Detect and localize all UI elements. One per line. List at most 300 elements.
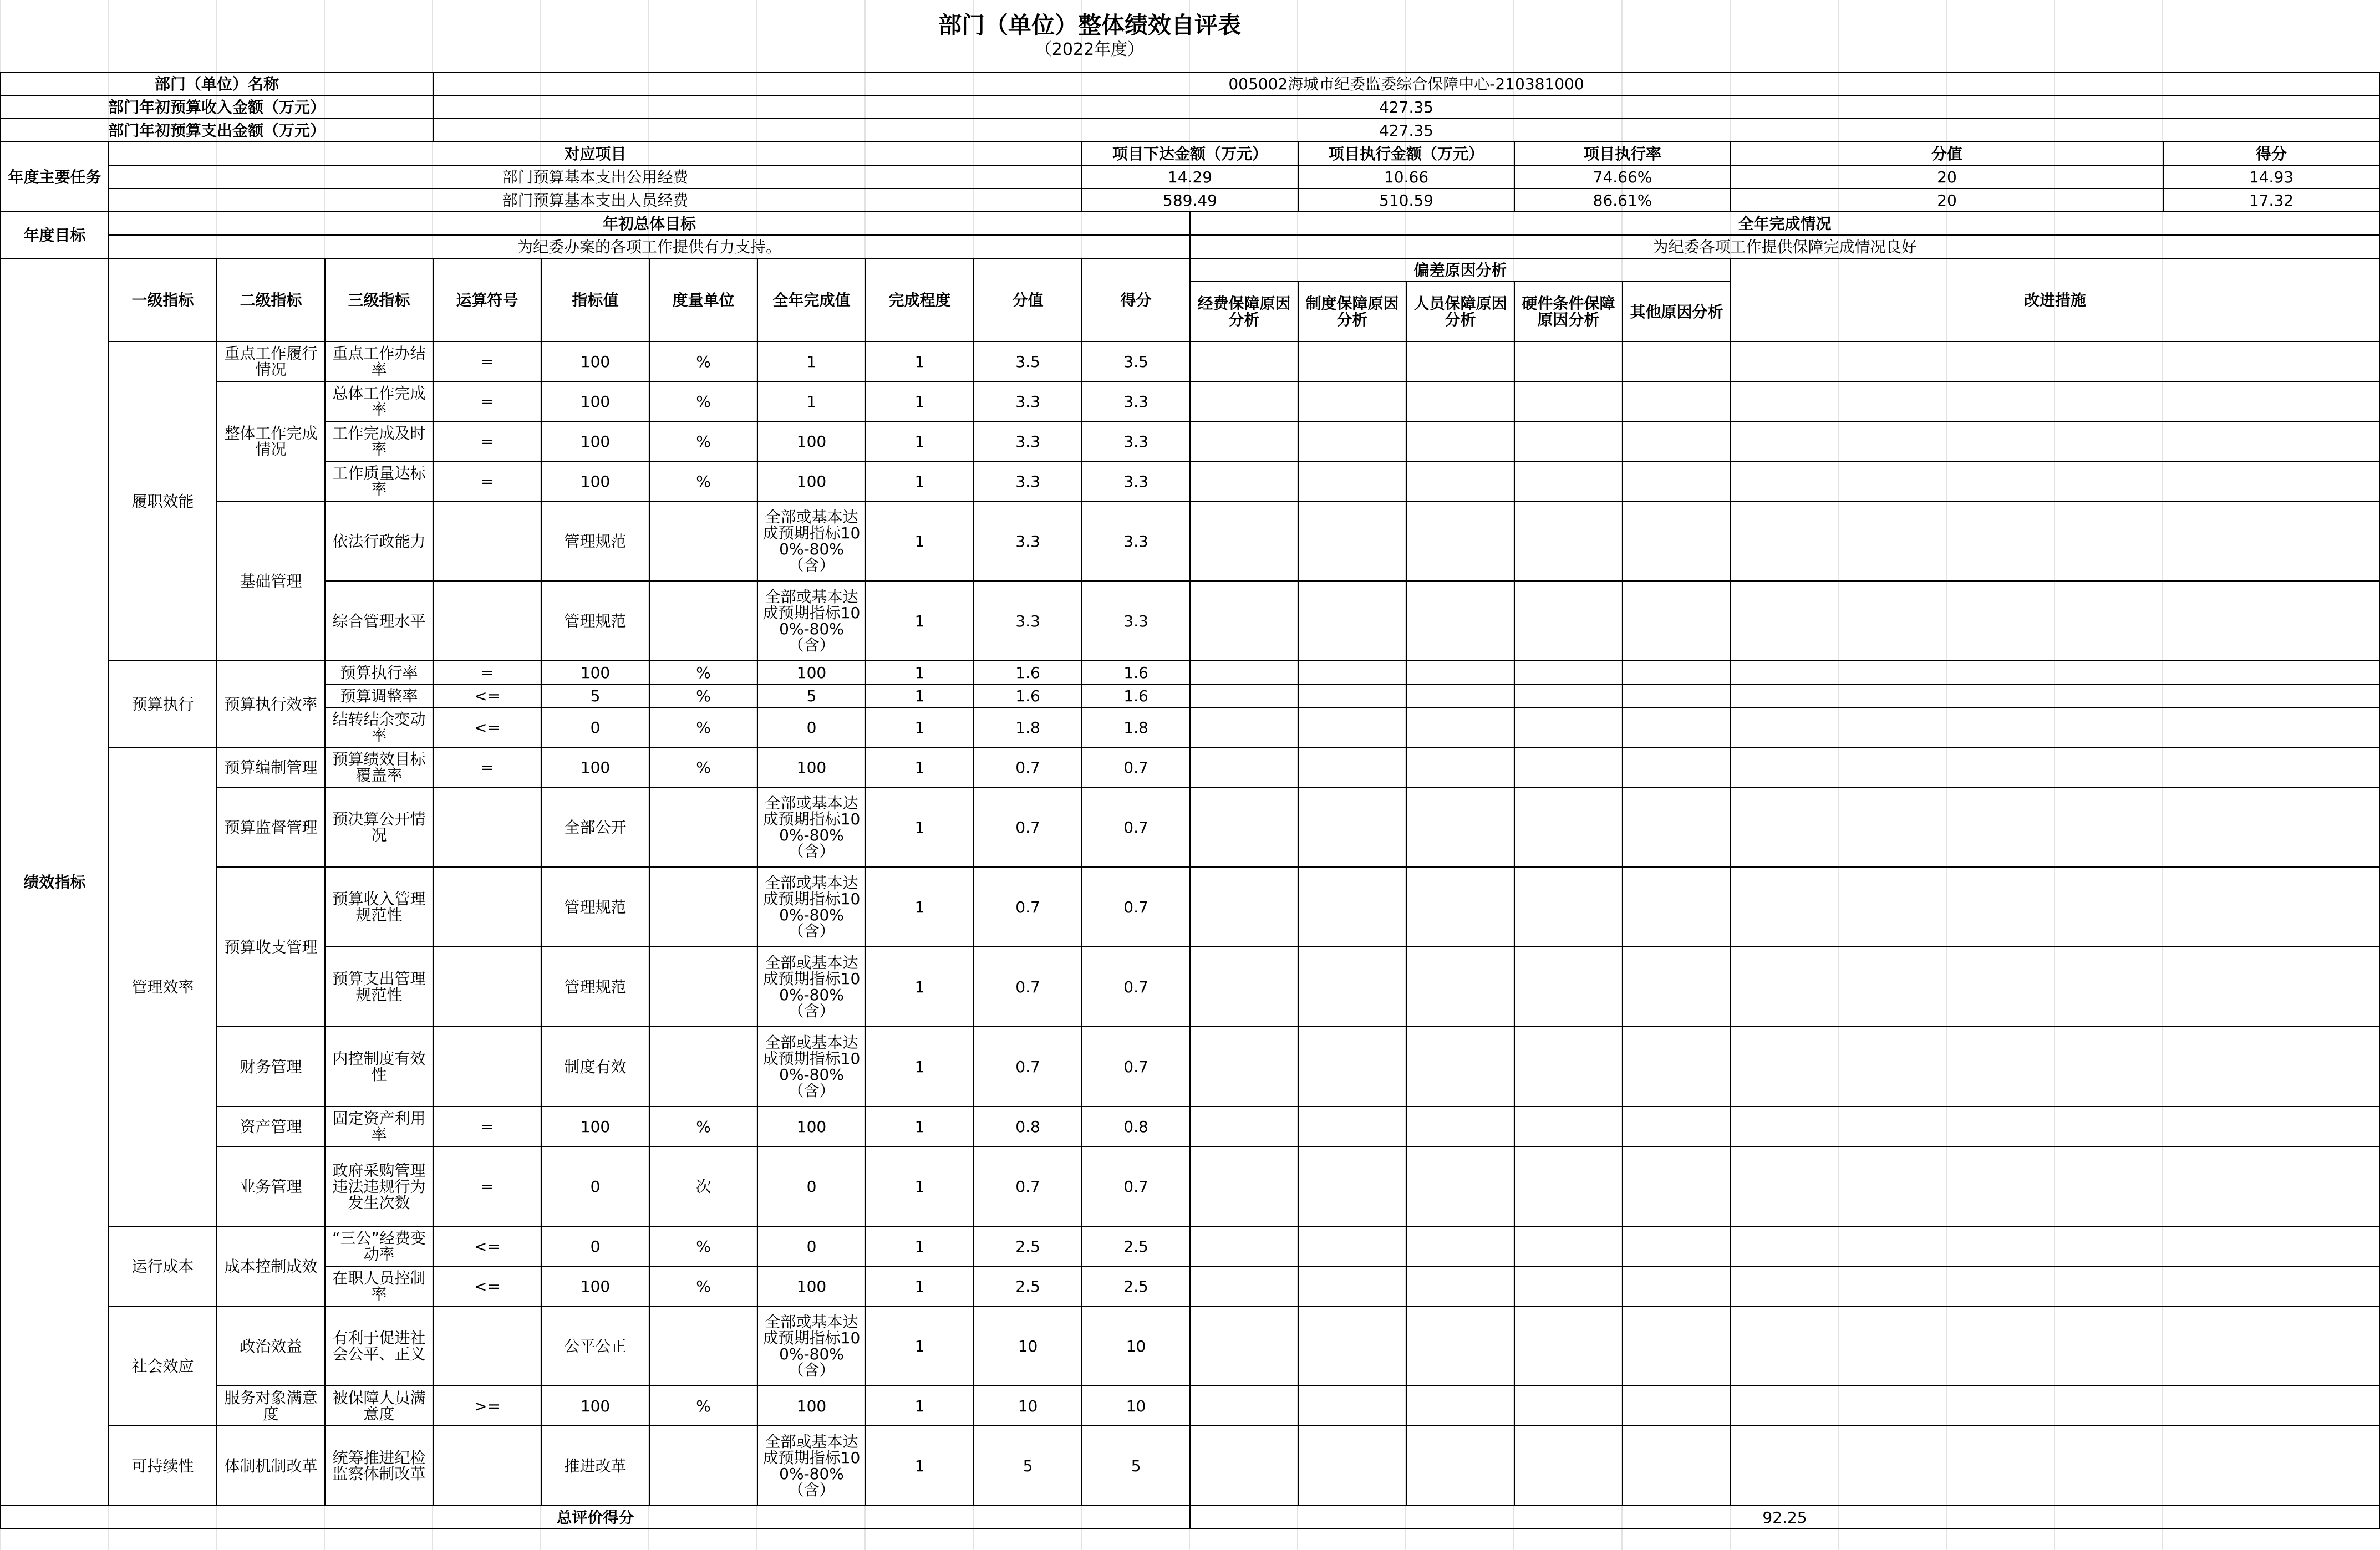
level1-indicator: 预算执行 [109, 661, 217, 747]
deviation-cell [1514, 501, 1623, 581]
indicator-row [1, 787, 2379, 867]
score-value: 3.3 [974, 501, 1082, 581]
improve-cell [1731, 684, 2379, 707]
completion-degree: 1 [866, 421, 974, 461]
level3-indicator: 重点工作办结率 [325, 341, 433, 381]
improve-cell [1731, 421, 2379, 461]
indicator-row [1, 501, 2379, 581]
unit: % [649, 461, 757, 501]
indicator-row [1, 867, 2379, 947]
level2-indicator: 服务对象满意度 [217, 1386, 325, 1426]
score-value: 3.3 [974, 461, 1082, 501]
task-row [1, 188, 2379, 212]
target-value: 管理规范 [541, 867, 649, 947]
deviation-cell [1190, 1386, 1298, 1426]
improve-cell [1731, 1386, 2379, 1426]
deviation-cell [1298, 1266, 1406, 1306]
goals-value-row [1, 235, 2379, 258]
dept-name-value: 005002海城市纪委监委综合保障中心-210381000 [433, 72, 2379, 95]
deviation-cell [1623, 501, 1731, 581]
level3-indicator: 综合管理水平 [325, 581, 433, 661]
actual-value: 100 [757, 461, 866, 501]
deviation-cell [1514, 421, 1623, 461]
deviation-cell [1190, 341, 1298, 381]
unit [649, 867, 757, 947]
deviation-cell [1406, 867, 1514, 947]
deviation-cell [1190, 947, 1298, 1027]
deviation-cell [1514, 1146, 1623, 1226]
deviation-cell [1623, 421, 1731, 461]
level1-indicator: 可持续性 [109, 1426, 217, 1506]
indicator-row [1, 581, 2379, 661]
deviation-cell [1406, 707, 1514, 747]
header-deviation-col: 硬件条件保障原因分析 [1514, 282, 1623, 341]
level2-indicator: 政治效益 [217, 1306, 325, 1386]
performance-table [0, 72, 2380, 1529]
deviation-cell [1190, 1266, 1298, 1306]
completion-degree: 1 [866, 1226, 974, 1266]
got-score: 1.6 [1082, 661, 1190, 684]
level3-indicator: 被保障人员满意度 [325, 1386, 433, 1426]
deviation-cell [1190, 707, 1298, 747]
unit: % [649, 661, 757, 684]
score-value: 2.5 [974, 1226, 1082, 1266]
score-value: 0.7 [974, 1027, 1082, 1107]
actual-value: 全部或基本达成预期指标100%-80%（含） [757, 947, 866, 1027]
deviation-cell [1298, 684, 1406, 707]
target-value: 管理规范 [541, 581, 649, 661]
operator: <= [433, 1266, 541, 1306]
indicator-row [1, 947, 2379, 1027]
header-degree: 完成程度 [866, 258, 974, 341]
indicator-row [1, 461, 2379, 501]
deviation-cell [1514, 341, 1623, 381]
task-allocated: 14.29 [1082, 165, 1298, 188]
target-value: 公平公正 [541, 1306, 649, 1386]
header-target: 指标值 [541, 258, 649, 341]
deviation-cell [1190, 501, 1298, 581]
level3-indicator: 内控制度有效性 [325, 1027, 433, 1107]
score-value: 0.7 [974, 747, 1082, 787]
deviation-cell [1623, 1306, 1731, 1386]
operator: <= [433, 1226, 541, 1266]
target-value: 5 [541, 684, 649, 707]
dept-expense-row [1, 119, 2379, 142]
deviation-cell [1623, 461, 1731, 501]
score-value: 0.7 [974, 947, 1082, 1027]
deviation-cell [1514, 1107, 1623, 1146]
target-value: 推进改革 [541, 1426, 649, 1506]
total-value: 92.25 [1190, 1506, 2379, 1529]
level3-indicator: 预算调整率 [325, 684, 433, 707]
deviation-cell [1623, 947, 1731, 1027]
target-value: 0 [541, 707, 649, 747]
got-score: 3.3 [1082, 501, 1190, 581]
improve-cell [1731, 381, 2379, 421]
completion-degree: 1 [866, 787, 974, 867]
deviation-cell [1406, 1386, 1514, 1426]
deviation-cell [1623, 581, 1731, 661]
deviation-cell [1190, 421, 1298, 461]
got-score: 0.7 [1082, 787, 1190, 867]
completion-degree: 1 [866, 867, 974, 947]
got-score: 2.5 [1082, 1266, 1190, 1306]
improve-cell [1731, 461, 2379, 501]
completion-degree: 1 [866, 1306, 974, 1386]
unit: % [649, 341, 757, 381]
level2-indicator: 资产管理 [217, 1107, 325, 1146]
indicator-row [1, 1386, 2379, 1426]
tasks-header-score: 分值 [1731, 142, 2163, 165]
unit: % [649, 1266, 757, 1306]
indicator-row [1, 747, 2379, 787]
deviation-cell [1623, 747, 1731, 787]
deviation-cell [1623, 707, 1731, 747]
completion-degree: 1 [866, 1027, 974, 1107]
deviation-cell [1406, 1426, 1514, 1506]
deviation-cell [1190, 461, 1298, 501]
improve-cell [1731, 1107, 2379, 1146]
deviation-cell [1514, 1306, 1623, 1386]
unit [649, 1306, 757, 1386]
task-got: 14.93 [2163, 165, 2379, 188]
indicator-row [1, 1027, 2379, 1107]
unit [649, 1027, 757, 1107]
completion-degree: 1 [866, 947, 974, 1027]
unit: % [649, 747, 757, 787]
got-score: 3.3 [1082, 581, 1190, 661]
completion-degree: 1 [866, 747, 974, 787]
deviation-cell [1298, 581, 1406, 661]
actual-value: 全部或基本达成预期指标100%-80%（含） [757, 501, 866, 581]
deviation-cell [1298, 421, 1406, 461]
got-score: 0.7 [1082, 747, 1190, 787]
deviation-cell [1514, 581, 1623, 661]
indicator-row [1, 341, 2379, 381]
deviation-cell [1623, 1226, 1731, 1266]
dept-income-row [1, 95, 2379, 119]
deviation-cell [1298, 1226, 1406, 1266]
operator: >= [433, 1386, 541, 1426]
deviation-cell [1406, 421, 1514, 461]
actual-value: 0 [757, 1226, 866, 1266]
completion-degree: 1 [866, 1146, 974, 1226]
deviation-cell [1298, 1306, 1406, 1386]
dept-name-row [1, 72, 2379, 95]
level2-indicator: 预算监督管理 [217, 787, 325, 867]
got-score: 3.3 [1082, 421, 1190, 461]
score-value: 10 [974, 1306, 1082, 1386]
completion-degree: 1 [866, 661, 974, 684]
got-score: 5 [1082, 1426, 1190, 1506]
level3-indicator: 结转结余变动率 [325, 707, 433, 747]
indicator-row [1, 1226, 2379, 1266]
operator: = [433, 461, 541, 501]
task-rate: 74.66% [1514, 165, 1731, 188]
deviation-cell [1623, 1146, 1731, 1226]
task-got: 17.32 [2163, 188, 2379, 212]
deviation-cell [1406, 787, 1514, 867]
deviation-cell [1514, 747, 1623, 787]
deviation-cell [1514, 381, 1623, 421]
actual-value: 100 [757, 1386, 866, 1426]
header-got: 得分 [1082, 258, 1190, 341]
level2-indicator: 体制机制改革 [217, 1426, 325, 1506]
improve-cell [1731, 1266, 2379, 1306]
task-project: 部门预算基本支出人员经费 [109, 188, 1082, 212]
header-level3: 三级指标 [325, 258, 433, 341]
improve-cell [1731, 747, 2379, 787]
header-deviation-col: 其他原因分析 [1623, 282, 1731, 341]
indicator-row [1, 421, 2379, 461]
level1-indicator: 社会效应 [109, 1306, 217, 1426]
deviation-cell [1406, 1027, 1514, 1107]
deviation-cell [1623, 684, 1731, 707]
task-row [1, 165, 2379, 188]
page-title: 部门（单位）整体绩效自评表 [938, 12, 1241, 39]
tasks-header-got: 得分 [2163, 142, 2379, 165]
deviation-cell [1514, 1426, 1623, 1506]
completion-degree: 1 [866, 341, 974, 381]
completion-degree: 1 [866, 501, 974, 581]
header-level1: 一级指标 [109, 258, 217, 341]
deviation-cell [1406, 501, 1514, 581]
level2-indicator: 预算执行效率 [217, 661, 325, 747]
deviation-cell [1406, 581, 1514, 661]
dept-name-label: 部门（单位）名称 [1, 72, 433, 95]
target-value: 管理规范 [541, 501, 649, 581]
operator [433, 1426, 541, 1506]
deviation-cell [1514, 1226, 1623, 1266]
level3-indicator: 统筹推进纪检监察体制改革 [325, 1426, 433, 1506]
level2-indicator: 预算编制管理 [217, 747, 325, 787]
improve-cell [1731, 1027, 2379, 1107]
indicator-row [1, 684, 2379, 707]
score-value: 3.3 [974, 581, 1082, 661]
completion-degree: 1 [866, 1107, 974, 1146]
operator: <= [433, 707, 541, 747]
improve-cell [1731, 787, 2379, 867]
deviation-cell [1514, 947, 1623, 1027]
target-value: 制度有效 [541, 1027, 649, 1107]
deviation-cell [1406, 661, 1514, 684]
improve-cell [1731, 867, 2379, 947]
score-value: 0.7 [974, 867, 1082, 947]
completion-degree: 1 [866, 381, 974, 421]
completion-degree: 1 [866, 1266, 974, 1306]
level3-indicator: 有利于促进社会公平、正义 [325, 1306, 433, 1386]
header-improve: 改进措施 [1731, 258, 2379, 341]
operator [433, 947, 541, 1027]
improve-cell [1731, 501, 2379, 581]
level1-indicator: 运行成本 [109, 1226, 217, 1306]
unit [649, 581, 757, 661]
tasks-label: 年度主要任务 [1, 142, 109, 212]
deviation-cell [1190, 1226, 1298, 1266]
target-value: 100 [541, 1386, 649, 1426]
score-value: 0.7 [974, 787, 1082, 867]
deviation-cell [1190, 381, 1298, 421]
got-score: 0.7 [1082, 1146, 1190, 1226]
unit: % [649, 1226, 757, 1266]
level2-indicator: 成本控制成效 [217, 1226, 325, 1306]
deviation-cell [1514, 1027, 1623, 1107]
unit: % [649, 1107, 757, 1146]
goals-completion-value: 为纪委各项工作提供保障完成情况良好 [1190, 235, 2379, 258]
goals-initial-value: 为纪委办案的各项工作提供有力支持。 [109, 235, 1190, 258]
tasks-header-executed: 项目执行金额（万元） [1298, 142, 1514, 165]
operator [433, 501, 541, 581]
completion-degree: 1 [866, 461, 974, 501]
deviation-cell [1190, 787, 1298, 867]
deviation-cell [1623, 1107, 1731, 1146]
deviation-cell [1298, 341, 1406, 381]
level3-indicator: 政府采购管理违法违规行为发生次数 [325, 1146, 433, 1226]
total-label: 总评价得分 [1, 1506, 1190, 1529]
dept-income-value: 427.35 [433, 95, 2379, 119]
deviation-cell [1298, 707, 1406, 747]
score-value: 1.6 [974, 661, 1082, 684]
task-project: 部门预算基本支出公用经费 [109, 165, 1082, 188]
operator [433, 867, 541, 947]
indicator-row [1, 1266, 2379, 1306]
task-executed: 510.59 [1298, 188, 1514, 212]
got-score: 10 [1082, 1386, 1190, 1426]
deviation-cell [1406, 1226, 1514, 1266]
score-value: 2.5 [974, 1266, 1082, 1306]
improve-cell [1731, 1306, 2379, 1386]
level2-indicator: 业务管理 [217, 1146, 325, 1226]
dept-expense-label: 部门年初预算支出金额（万元） [1, 119, 433, 142]
deviation-cell [1190, 581, 1298, 661]
deviation-cell [1406, 341, 1514, 381]
got-score: 10 [1082, 1306, 1190, 1386]
completion-degree: 1 [866, 1386, 974, 1426]
deviation-cell [1190, 661, 1298, 684]
goals-header-row [1, 212, 2379, 235]
improve-cell [1731, 341, 2379, 381]
deviation-cell [1623, 1027, 1731, 1107]
got-score: 0.7 [1082, 1027, 1190, 1107]
target-value: 全部公开 [541, 787, 649, 867]
deviation-cell [1298, 501, 1406, 581]
unit [649, 1426, 757, 1506]
deviation-cell [1623, 787, 1731, 867]
unit [649, 501, 757, 581]
target-value: 100 [541, 661, 649, 684]
deviation-cell [1623, 381, 1731, 421]
level3-indicator: 预算执行率 [325, 661, 433, 684]
unit [649, 787, 757, 867]
got-score: 1.6 [1082, 684, 1190, 707]
target-value: 管理规范 [541, 947, 649, 1027]
indicator-row [1, 1107, 2379, 1146]
improve-cell [1731, 661, 2379, 684]
task-rate: 86.61% [1514, 188, 1731, 212]
goals-completion-label: 全年完成情况 [1190, 212, 2379, 235]
target-value: 0 [541, 1146, 649, 1226]
completion-degree: 1 [866, 707, 974, 747]
operator: = [433, 1107, 541, 1146]
unit: % [649, 684, 757, 707]
deviation-cell [1298, 747, 1406, 787]
task-score: 20 [1731, 165, 2163, 188]
deviation-cell [1514, 1266, 1623, 1306]
goals-initial-label: 年初总体目标 [109, 212, 1190, 235]
level3-indicator: 预算绩效目标覆盖率 [325, 747, 433, 787]
tasks-header-row [1, 142, 2379, 165]
actual-value: 全部或基本达成预期指标100%-80%（含） [757, 581, 866, 661]
operator: = [433, 1146, 541, 1226]
level2-indicator: 基础管理 [217, 501, 325, 661]
actual-value: 100 [757, 1107, 866, 1146]
level1-indicator: 履职效能 [109, 341, 217, 661]
header-deviation-col: 经费保障原因分析 [1190, 282, 1298, 341]
indicator-row [1, 661, 2379, 684]
target-value: 100 [541, 421, 649, 461]
header-unit: 度量单位 [649, 258, 757, 341]
deviation-cell [1406, 747, 1514, 787]
improve-cell [1731, 1426, 2379, 1506]
deviation-cell [1406, 1266, 1514, 1306]
actual-value: 1 [757, 341, 866, 381]
operator: = [433, 341, 541, 381]
deviation-cell [1514, 867, 1623, 947]
got-score: 3.3 [1082, 461, 1190, 501]
actual-value: 全部或基本达成预期指标100%-80%（含） [757, 1306, 866, 1386]
header-level2: 二级指标 [217, 258, 325, 341]
actual-value: 0 [757, 707, 866, 747]
indicator-row [1, 1426, 2379, 1506]
improve-cell [1731, 947, 2379, 1027]
indicators-header-row-1 [1, 258, 2379, 282]
deviation-cell [1406, 1306, 1514, 1386]
deviation-cell [1623, 1426, 1731, 1506]
level3-indicator: 固定资产利用率 [325, 1107, 433, 1146]
indicator-row [1, 707, 2379, 747]
unit: 次 [649, 1146, 757, 1226]
deviation-cell [1298, 1386, 1406, 1426]
deviation-cell [1514, 1386, 1623, 1426]
level2-indicator: 财务管理 [217, 1027, 325, 1107]
deviation-cell [1406, 684, 1514, 707]
level2-indicator: 重点工作履行情况 [217, 341, 325, 381]
level3-indicator: 工作完成及时率 [325, 421, 433, 461]
operator: = [433, 421, 541, 461]
got-score: 0.8 [1082, 1107, 1190, 1146]
level1-indicator: 管理效率 [109, 747, 217, 1226]
task-executed: 10.66 [1298, 165, 1514, 188]
operator: = [433, 661, 541, 684]
level3-indicator: 预决算公开情况 [325, 787, 433, 867]
dept-income-label: 部门年初预算收入金额（万元） [1, 95, 433, 119]
indicator-row [1, 1146, 2379, 1226]
deviation-cell [1190, 1426, 1298, 1506]
actual-value: 0 [757, 1146, 866, 1226]
completion-degree: 1 [866, 581, 974, 661]
target-value: 0 [541, 1226, 649, 1266]
unit: % [649, 421, 757, 461]
target-value: 100 [541, 381, 649, 421]
indicator-row [1, 381, 2379, 421]
deviation-cell [1514, 461, 1623, 501]
unit: % [649, 707, 757, 747]
deviation-cell [1514, 684, 1623, 707]
level3-indicator: 工作质量达标率 [325, 461, 433, 501]
deviation-cell [1190, 1107, 1298, 1146]
level3-indicator: 预算收入管理规范性 [325, 867, 433, 947]
operator [433, 1027, 541, 1107]
